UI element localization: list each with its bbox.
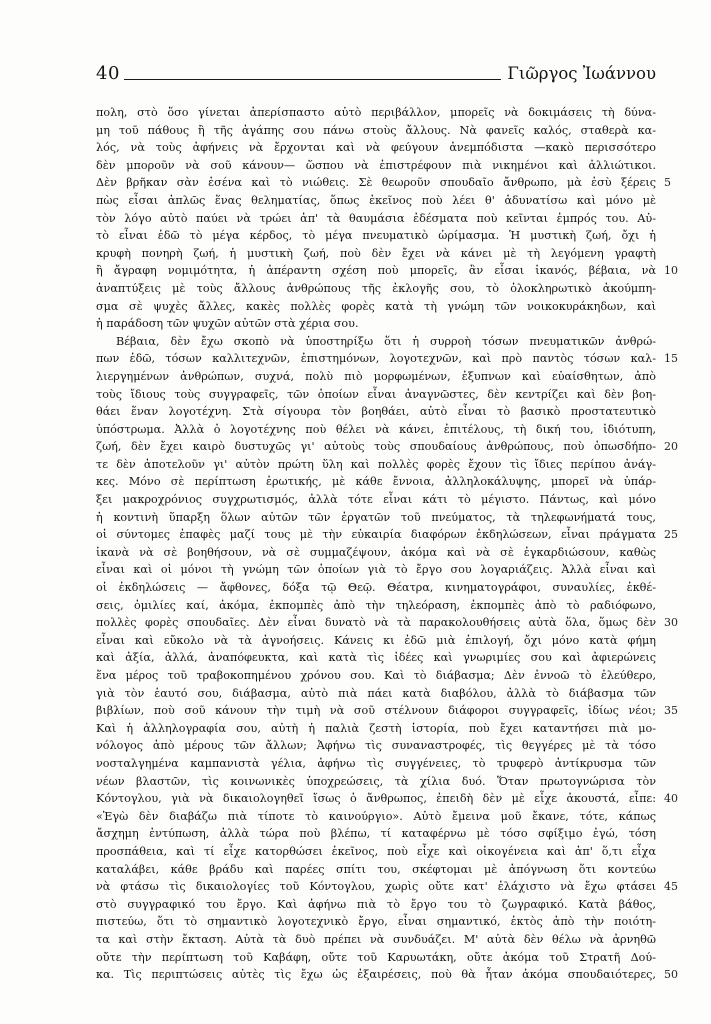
text-line: πιστεύω, ὅτι τὸ σημαντικὸ λογοτεχνικὸ ἔργο, εἶναι σημαντικό, ἐκτὸς ἀπὸ τὴν ποιότη- xyxy=(96,915,656,929)
header-rule xyxy=(124,79,502,80)
text-line: ἱκανὰ νὰ σὲ βοηθήσουν, νὰ σὲ συμμαζέψουν, ἀκόμα καὶ νὰ σὲ ἐγκαρδιώσουν, καθὼς xyxy=(96,545,656,559)
text-line: Δὲν βρῆκαν σὰν ἐσένα καὶ τὸ νιώθεις. Σὲ θεωροῦν σπουδαῖο ἄνθρωπο, μὰ ἐσὺ ξέρεις xyxy=(96,176,656,190)
margin-line-number: 5 xyxy=(664,176,671,190)
text-line: καταλάβει, κάθε βράδυ καὶ παρέες σπίτι του, σκέφτομαι μὲ ἀπόγνωση ὅτι κοντεύω xyxy=(96,862,656,876)
text-line: κα. Τὶς περιπτώσεις αὐτὲς τὶς ἔχω ὡς ἐξαιρέσεις, ποὺ θὰ ἦταν ἀκόμα σπουδαιότερες, xyxy=(96,968,656,982)
text-line: ζωή, δὲν ἔχει καιρὸ δυστυχῶς γι' αὐτοὺς τοὺς σπουδαίους ἀνθρώπους, ποὺ ὁπωσδήπο- xyxy=(96,440,656,454)
text-line: ἄσχημη ἐντύπωση, ἀλλὰ τώρα ποὺ βλέπω, τί καταφέρνω μὲ τόσο σφίξιμο ἐγώ, τόση xyxy=(96,827,656,841)
text-line: νέων βλαστῶν, τὶς κοινωνικὲς ὑποχρεώσεις, τὰ χίλια δυό. Ὅταν πρωτογνώρισα τὸν xyxy=(96,774,656,788)
text-line: κες. Μόνο σὲ περίπτωση ἐρωτικής, μὲ κάθε ἔννοια, ἀλληλοκάλυψης, μπορεῖ νὰ ὑπάρ- xyxy=(96,475,656,489)
body-text xyxy=(96,104,656,984)
margin-line-number: 20 xyxy=(664,440,678,454)
text-line: βιβλίων, ποὺ σοῦ κάνουν τὴν τιμὴ νὰ σοῦ στέλνουν διάφοροι συγγραφεῖς, ἰδίως νέοι; xyxy=(96,704,656,718)
text-line: «Ἐγὼ δὲν διαβάζω πιὰ τίποτε τὸ καινούργιο». Αὐτὸ ἔμεινα μοῦ ἔκανε, τότε, κάπως xyxy=(96,809,656,823)
text-line: ξει μακροχρόνιος συγχρωτισμός, ἀλλὰ τότε εἶναι κάτι τὸ μέγιστο. Πάντως, καὶ μόνο xyxy=(96,493,656,507)
text-line: σμα σὲ ψυχὲς ἄλλες, κακὲς πολλὲς φορὲς κατὰ τὴ γνώμη τῶν νοικοκυράκηδων, καὶ xyxy=(96,299,656,313)
text-line: τα καὶ στὴν ἔκταση. Αὐτὰ τὰ δυὸ πρέπει νὰ συνδυάζει. Μ' αὐτὰ δὲν θέλω νὰ ἀρνηθῶ xyxy=(96,932,656,946)
text-line: μη τοῦ πάθους ἢ τῆς ἀγάπης σου πάνω στοὺς ἄλλους. Νὰ φανεῖς καλός, σταθερὰ κα- xyxy=(96,123,656,137)
text-line: ἢ ἄγραφη νομιμότητα, ἡ ἀπέραντη σχέση ποὺ μπορεῖς, ἂν εἶσαι ἱκανός, βέβαια, νὰ xyxy=(96,264,656,278)
text-line: εἶναι καὶ εὔκολο νὰ τὰ ἀγνοήσεις. Κάνεις κι ἐδῶ μιὰ ἐπιλογή, ὄχι μόνο κατὰ φήμη xyxy=(96,633,656,647)
text-line: θάει ἕναν λογοτέχνη. Στὰ σίγουρα τὸν βοηθάει, αὐτὸ εἶναι τὸ βασικὸ προστατευτικὸ xyxy=(96,405,656,419)
text-line: πων ἐδῶ, τόσων καλλιτεχνῶν, ἐπιστημόνων, λογοτεχνῶν, καὶ πρὸ παντὸς τόσων καλ- xyxy=(96,352,656,366)
text-line: σεις, ὁμιλίες καί, ἀκόμα, ἐκπομπὲς ἀπὸ τὴν τηλεόραση, ἐκπομπὲς ἀπὸ τὸ ραδιόφωνο, xyxy=(96,598,656,612)
text-line: ὑπόστρωμα. Ἀλλὰ ὁ λογοτέχνης ποὺ θέλει νὰ κάνει, ἐπιτέλους, τὴ δική του, ἰδιότυπη, xyxy=(96,422,656,436)
text-line: τε δὲν ἀποτελοῦν γι' αὐτὸν πρώτη ὕλη καὶ πολλὲς φορὲς ἔχουν τὶς ἴδιες περίπου ἀνάγ- xyxy=(96,457,656,471)
margin-line-number: 15 xyxy=(664,352,678,366)
text-line: λιεργημένων ἀνθρώπων, συχνά, πολὺ πιὸ μορφωμένων, ἐξυπνων καὶ εὐαίσθητων, ἀπὸ xyxy=(96,369,656,383)
page-number: 40 xyxy=(96,63,120,84)
margin-line-number: 35 xyxy=(664,704,678,718)
text-line: οἱ ἐκδηλώσεις — ἄφθονες, δόξα τῷ Θεῷ. Θέατρα, κινηματογράφοι, συναυλίες, ἐκθέ- xyxy=(96,581,656,595)
text-line: ἡ κοντινὴ ὕπαρξη ὅλων αὐτῶν τῶν ἐργατῶν τοῦ πνεύματος, τὰ τηλεφωνήματά τους, xyxy=(96,510,656,524)
text-line: οὔτε τὴν περίπτωση τοῦ Καβάφη, οὔτε τοῦ Καρυωτάκη, οὔτε ἀκόμα τοῦ Στρατῆ Δού- xyxy=(96,950,656,964)
text-line: νὰ φτάσω τὶς δικαιολογίες τοῦ Κόντογλου, χωρὶς οὔτε κατ' ἐλάχιστο νὰ ἔχω φτάσει xyxy=(96,880,656,894)
text-line: Καὶ ἡ ἀλληλογραφία σου, αὐτὴ ἡ παλιὰ ζεστὴ ἱστορία, ποὺ ἔχει καταντήσει πιὰ μο- xyxy=(96,721,656,735)
running-title: Γιῶργος Ἰωάννου xyxy=(507,64,656,83)
text-line: εἶναι καὶ οἱ μόνοι τὴ γνώμη τῶν ὁποίων γιὰ τὸ ἔργο σου λογαριάζεις. Ἀλλὰ εἶναι καὶ xyxy=(96,563,656,577)
margin-line-number: 25 xyxy=(664,528,678,542)
text-line: πὼς εἶσαι ἁπλῶς ἕνας θεληματίας, ὅπως ἐκεῖνος ποὺ λέει θ' ἀδυνατίσω καὶ μόνο μὲ xyxy=(96,193,656,207)
margin-line-number: 45 xyxy=(664,880,678,894)
text-line: νόλογος ἀπὸ μέρους τῶν ἄλλων; Ἀφήνω τὶς συναναστροφές, τὶς θεγγέρες μὲ τὰ τόσο xyxy=(96,739,656,753)
running-head xyxy=(96,58,656,84)
text-line: πολλὲς φορὲς σπουδαῖες. Δὲν εἶναι δυνατὸ νὰ τὰ παρακολουθήσεις αὐτὰ ὅλα, ὅμως δὲν xyxy=(96,616,656,630)
text-line: κρυφὴ πονηρὴ ζωή, ἡ μυστικὴ ζωή, ποὺ δὲν ἔχει νὰ κάνει μὲ τὴ λεγόμενη γραφτὴ xyxy=(96,246,656,260)
text-line: λός, νὰ τοὺς ἀφήνεις νὰ ἔρχονται καὶ νὰ φεύγουν ἀνεμπόδιστα —κακὸ περισσότερο xyxy=(96,141,656,155)
text-line: ἡ παράδοση τῶν ψυχῶν αὐτῶν στὰ χέρια σου. xyxy=(96,317,359,331)
text-line: δὲν μποροῦν νὰ σοῦ κάνουν— ὥσπου νὰ ἐπιστρέφουν πιὰ νικημένοι καὶ ἀλλιώτικοι. xyxy=(96,158,656,172)
margin-line-number: 30 xyxy=(664,616,678,630)
margin-line-number: 50 xyxy=(664,968,678,982)
text-line: νοσταλγημένα καμπανιστὰ γέλια, ἀφήνω τὶς συγγένειες, τὸ τρυφερὸ ἀντίκρυσμα τῶν xyxy=(96,756,656,770)
text-line: Κόντογλου, γιὰ νὰ δικαιολογηθεῖ ἴσως ὁ ἄνθρωπος, ἐπειδὴ δὲν μὲ εἶχε ἀκουστά, εἶπε: xyxy=(96,792,656,806)
text-line: γιὰ τὸν ἑαυτό σου, διάβασμα, αὐτὸ πιὰ πάει κατὰ διαβόλου, ἀλλὰ τὸ διάβασμα τῶν xyxy=(96,686,656,700)
margin-line-number: 40 xyxy=(664,792,678,806)
text-line: ἕνα μέρος τοῦ τραβοκοπημένου χρόνου σου. Καὶ τὸ διάβασμα; Δὲν ἐννοῶ τὸ ἐλεύθερο, xyxy=(96,669,656,682)
text-line: Βέβαια, δὲν ἔχω σκοπὸ νὰ ὑποστηρίξω ὅτι ἡ συρροὴ τόσων πνευματικῶν ἀνθρώ- xyxy=(116,334,656,348)
text-line: προσπάθεια, καὶ τί εἶχε κατορθώσει ἐκεῖνος, ποὺ εἶχε καὶ οἰκογένεια καὶ ἀπ' ὅ,τι εἶχα xyxy=(96,844,656,858)
text-line: τὸν λόγο αὐτὸ παύει νὰ τρώει ἀπ' τὰ θαυμάσια ἐδέσματα ποὺ κεῖνται ἐμπρός του. Αὐ- xyxy=(96,211,656,225)
text-line: τοὺς ἴδιους τοὺς συγγραφεῖς, τῶν ὁποίων εἶναι ἀναγνῶστες, δὲν κεντρίζει καὶ δὲν βοη- xyxy=(96,387,656,401)
text-line: ἀναπτύξεις μὲ τοὺς ἄλλους ἀνθρώπους τῆς ἐκλογῆς σου, τὸ ὁλοκληρωτικὸ ἀκούμπη- xyxy=(96,281,656,295)
text-line: στὸ συγγραφικό του ἔργο. Καὶ ἀφήνω πιὰ τὸ ἔργο του τὸ ζωγραφικό. Κατὰ βάθος, xyxy=(96,897,656,911)
text-line: πολη, στὸ ὅσο γίνεται ἀπερίσπαστο αὐτὸ περιβάλλον, μπορεῖς νὰ δοκιμάσεις τὴ δύνα- xyxy=(96,106,656,119)
text-line: οἱ σύντομες ἐπαφὲς μαζί τους μὲ τὴν εὐκαιρία διαφόρων ἐκδηλώσεων, εἶναι πράγματα xyxy=(96,528,656,542)
text-line: καὶ ἀξία, ἀλλά, ἀναπόφευκτα, καὶ κατὰ τὶς ἰδέες καὶ γνωριμίες σου καὶ ἀφιερώνεις xyxy=(96,651,656,665)
text-line: τὸ εἶναι ἐδῶ τὸ μέγα κέρδος, τὸ μέγα πνευματικὸ ὡρίμασμα. Ἡ μυστικὴ ζωή, ὄχι ἡ xyxy=(96,229,656,243)
margin-line-number: 10 xyxy=(664,264,678,278)
